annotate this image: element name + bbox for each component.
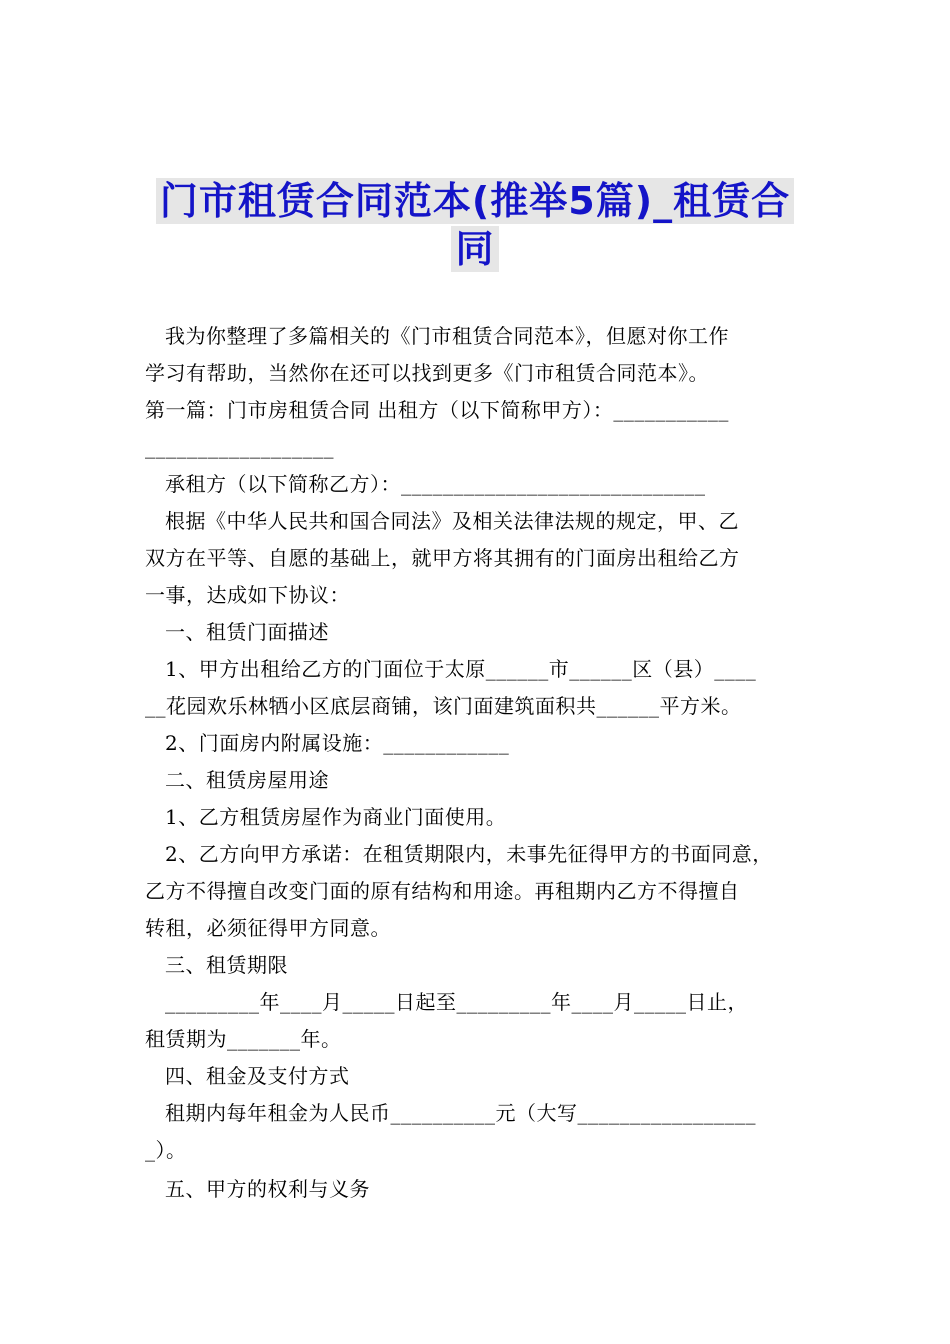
lessee-line: 承租方（以下简称乙方）：_____________________________: [165, 472, 706, 496]
preamble-line-3: 一事，达成如下协议：: [145, 583, 350, 607]
clause-2-1: 1、乙方租赁房屋作为商业门面使用。: [165, 805, 507, 829]
clause-1-1-line-2: __花园欢乐林牺小区底层商铺，该门面建筑面积共______平方米。: [145, 694, 742, 718]
clause-2-2-line-1: 2、乙方向甲方承诺：在租赁期限内，未事先征得甲方的书面同意，: [165, 842, 773, 866]
clause-2-2-line-3: 转租，必须征得甲方同意。: [145, 916, 391, 940]
intro-line-2: 学习有帮助，当然你在还可以找到更多《门市租赁合同范本》。: [145, 361, 709, 385]
preamble-line-2: 双方在平等、自愿的基础上，就甲方将其拥有的门面房出租给乙方: [145, 546, 740, 570]
lease-term-line-2: 租赁期为_______年。: [145, 1027, 342, 1051]
document-title-line-1-wrap: [0, 178, 950, 224]
lease-term-line-1: _________年____月_____日起至_________年____月_____日止，: [165, 990, 748, 1014]
clause-heading-5: 五、甲方的权利与义务: [165, 1177, 370, 1201]
intro-line-1: 我为你整理了多篇相关的《门市租赁合同范本》，但愿对你工作: [165, 324, 729, 348]
lessor-blank-continuation: __________________: [145, 435, 334, 459]
document-title-line-1: 门市租赁合同范本(推举5篇)_租赁合: [156, 178, 794, 224]
section-heading-first: 第一篇：门市房租赁合同 出租方（以下简称甲方）：___________: [145, 398, 729, 422]
rent-line-1: 租期内每年租金为人民币__________元（大写_________________: [165, 1101, 756, 1125]
rent-line-2: _）。: [145, 1138, 187, 1162]
document-title-line-2-wrap: [0, 226, 950, 272]
clause-heading-2: 二、租赁房屋用途: [165, 768, 329, 792]
clause-2-2-line-2: 乙方不得擅自改变门面的原有结构和用途。再租期内乙方不得擅自: [145, 879, 740, 903]
document-title-line-2: 同: [451, 226, 498, 272]
clause-heading-3: 三、租赁期限: [165, 953, 288, 977]
clause-1-1-line-1: 1、甲方出租给乙方的门面位于太原______市______区（县）____: [165, 657, 757, 681]
clause-1-2: 2、门面房内附属设施：____________: [165, 731, 510, 755]
clause-heading-1: 一、租赁门面描述: [165, 620, 329, 644]
clause-heading-4: 四、租金及支付方式: [165, 1064, 350, 1088]
preamble-line-1: 根据《中华人民共和国合同法》及相关法律法规的规定，甲、乙: [165, 509, 739, 533]
